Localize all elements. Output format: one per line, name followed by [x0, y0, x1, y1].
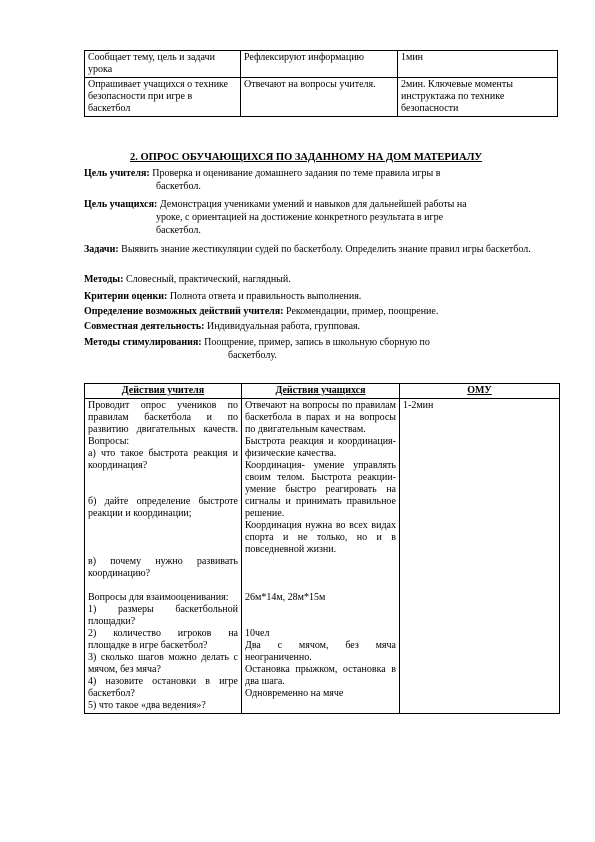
answer-4: Остановка прыжком, остановка в два шага.: [245, 664, 396, 687]
mutual-assessment-heading: Вопросы для взаимооценивания:: [88, 592, 229, 603]
stimulation-methods-label: Методы стимулирования:: [84, 337, 202, 348]
teacher-intro: Проводит опрос учеников по правилам баскетбола и по развитию двигательных качеств. Вопросы:: [88, 400, 238, 447]
table-cell: Сообщает тему, цель и задачи урока: [85, 51, 241, 78]
column-header: Действия учителя: [85, 384, 242, 399]
teacher-goal-text: Проверка и оценивание домашнего задания по теме правила игры в: [152, 168, 441, 179]
lesson-stage-table: [84, 50, 558, 117]
student-goal-text-cont2: баскетбол.: [156, 225, 201, 236]
student-goal-text: Демонстрация учениками умений и навыков для дальнейшей работы на: [159, 199, 467, 210]
answer-1: 26м*14м, 28м*15м: [245, 592, 326, 603]
answer-5: Одновременно на мяче: [245, 688, 344, 699]
answer-b: Координация- умение управлять своим телом. Быстрота реакции- умение быстро реагировать на сигналы и принимать правильное решение.: [245, 460, 396, 519]
stimulation-methods-text: Поощрение, пример, запись в школьную сборную по: [204, 337, 430, 348]
teacher-goal-text-cont: баскетбол.: [156, 181, 201, 192]
table-cell: Отвечают на вопросы учителя.: [241, 78, 398, 117]
joint-activity: [84, 320, 554, 333]
methods: [84, 273, 554, 286]
column-header: Действия учащихся: [242, 384, 400, 399]
teacher-goal: [84, 167, 554, 193]
table-cell: 1мин: [398, 51, 558, 78]
table-cell: 2мин. Ключевые моменты инструктажа по технике безопасности: [398, 78, 558, 117]
stimulation-methods: [84, 336, 554, 362]
question-c: в) почему нужно развивать координацию?: [88, 556, 238, 579]
table-header-row: [85, 384, 560, 399]
criteria: [84, 290, 554, 303]
question-a: а) что такое быстрота реакция и координация?: [88, 448, 238, 471]
criteria-text: Полнота ответа и правильность выполнения.: [169, 291, 362, 302]
student-goal: [84, 198, 554, 237]
answer-2: 10чел: [245, 628, 270, 639]
student-goal-label: Цель учащихся:: [84, 199, 158, 210]
table-cell: Рефлексируют информацию: [241, 51, 398, 78]
joint-activity-text: Индивидуальная работа, групповая.: [206, 321, 361, 332]
teacher-goal-label: Цель учителя:: [84, 168, 150, 179]
activity-table: [84, 383, 560, 714]
tasks-label: Задачи:: [84, 244, 119, 255]
joint-activity-label: Совместная деятельность:: [84, 321, 205, 332]
answer-a: Быстрота реакция и координация- физические качества.: [245, 436, 396, 459]
table-row: [85, 399, 560, 714]
table-row: [85, 78, 558, 117]
column-header: ОМУ: [400, 384, 560, 399]
question-4: 4) назовите остановки в игре баскетбол?: [88, 676, 238, 699]
criteria-label: Критерии оценки:: [84, 291, 168, 302]
methods-label: Методы:: [84, 274, 124, 285]
teacher-actions-label: Определение возможных действий учителя:: [84, 306, 284, 317]
question-1: 1) размеры баскетбольной площадки?: [88, 604, 238, 627]
methods-text: Словесный, практический, наглядный.: [125, 274, 291, 285]
answer-c: Координация нужна во всех видах спорта и не только, но и в повседневной жизни.: [245, 520, 396, 555]
stimulation-methods-text-cont: баскетболу.: [228, 350, 277, 361]
omu-cell: [400, 399, 560, 714]
teacher-actions-cell: [85, 399, 242, 714]
tasks-text: Выявить знание жестикуляции судей по баскетболу. Определить знание правил игры баскетбол.: [121, 244, 531, 255]
teacher-actions-text: Рекомендации, пример, поощрение.: [286, 306, 439, 317]
table-row: [85, 51, 558, 78]
teacher-actions: [84, 305, 554, 318]
table-cell: Опрашивает учащихся о технике безопасности при игре в баскетбол: [85, 78, 241, 117]
question-2: 2) количество игроков на площадке в игре баскетбол?: [88, 628, 238, 651]
tasks: [84, 243, 544, 256]
student-goal-text-cont: уроке, с ориентацией на достижение конкретного результата в игре: [156, 212, 444, 223]
student-actions-cell: [242, 399, 400, 714]
answer-intro: Отвечают на вопросы по правилам баскетбола в парах и на вопросы по двигательным качествам.: [245, 400, 396, 435]
question-5: 5) что такое «два ведения»?: [88, 700, 206, 711]
omu-time: 1-2мин: [403, 400, 434, 411]
question-3: 3) сколько шагов можно делать с мячом, без мяча?: [88, 652, 238, 675]
question-b: б) дайте определение быстроте реакции и координации;: [88, 496, 238, 519]
section-heading: 2. ОПРОС ОБУЧАЮЩИХСЯ ПО ЗАДАННОМУ НА ДОМ МАТЕРИАЛУ: [130, 152, 483, 163]
answer-3: Два с мячом, без мяча неограниченно.: [245, 640, 396, 663]
